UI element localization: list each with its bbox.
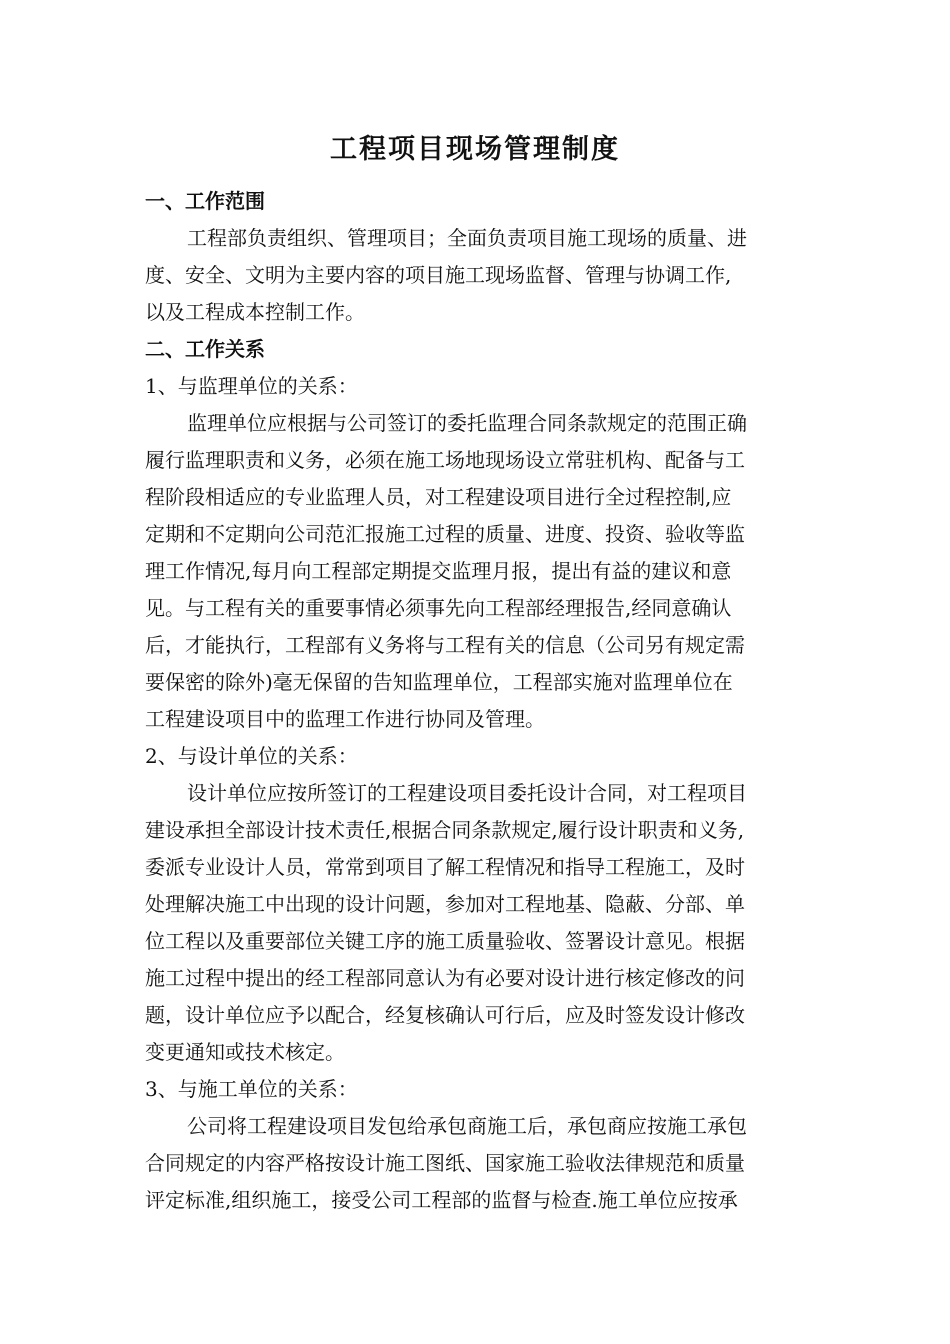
paragraph-line: 定期和不定期向公司范汇报施工过程的质量、进度、投资、验收等监 xyxy=(145,522,745,546)
subheading-construction: 3、与施工单位的关系： xyxy=(145,1077,358,1101)
paragraph-line: 工程建设项目中的监理工作进行协同及管理。 xyxy=(145,707,545,731)
paragraph-line: 设计单位应按所签订的工程建设项目委托设计合同，对工程项目 xyxy=(187,781,747,805)
section-heading-scope: 一、工作范围 xyxy=(145,189,265,213)
paragraph-line: 委派专业设计人员，常常到项目了解工程情况和指导工程施工，及时 xyxy=(145,855,745,879)
paragraph-scope xyxy=(145,220,810,331)
paragraph-line: 公司将工程建设项目发包给承包商施工后，承包商应按施工承包 xyxy=(187,1114,747,1138)
paragraph-line: 度、安全、文明为主要内容的项目施工现场监督、管理与协调工作, xyxy=(145,263,732,287)
section-heading-relations: 二、工作关系 xyxy=(145,337,265,361)
paragraph-line: 理工作情况,每月向工程部定期提交监理月报，提出有益的建议和意 xyxy=(145,559,732,583)
paragraph-line: 监理单位应根据与公司签订的委托监理合同条款规定的范围正确 xyxy=(187,411,747,435)
subheading-supervision: 1、与监理单位的关系： xyxy=(145,374,358,398)
paragraph-line: 要保密的除外)毫无保留的告知监理单位，工程部实施对监理单位在 xyxy=(145,670,733,694)
paragraph-design xyxy=(145,775,810,1071)
paragraph-line: 题，设计单位应予以配合，经复核确认可行后，应及时签发设计修改 xyxy=(145,1003,745,1027)
paragraph-line: 工程部负责组织、管理项目；全面负责项目施工现场的质量、进 xyxy=(187,226,747,250)
paragraph-line: 处理解决施工中出现的设计问题，参加对工程地基、隐蔽、分部、单 xyxy=(145,892,745,916)
document-body xyxy=(145,183,810,1219)
subheading-design: 2、与设计单位的关系： xyxy=(145,744,358,768)
paragraph-line: 后，才能执行，工程部有义务将与工程有关的信息（公司另有规定需 xyxy=(145,633,745,657)
paragraph-line: 评定标准,组织施工，接受公司工程部的监督与检查.施工单位应按承 xyxy=(145,1188,738,1212)
paragraph-line: 施工过程中提出的经工程部同意认为有必要对设计进行核定修改的问 xyxy=(145,966,745,990)
paragraph-line: 位工程以及重要部位关键工序的施工质量验收、签署设计意见。根据 xyxy=(145,929,745,953)
paragraph-line: 程阶段相适应的专业监理人员，对工程建设项目进行全过程控制,应 xyxy=(145,485,732,509)
paragraph-line: 合同规定的内容严格按设计施工图纸、国家施工验收法律规范和质量 xyxy=(145,1151,745,1175)
paragraph-line: 以及工程成本控制工作。 xyxy=(145,300,365,324)
paragraph-line: 履行监理职责和义务，必须在施工场地现场设立常驻机构、配备与工 xyxy=(145,448,745,472)
paragraph-line: 变更通知或技术核定。 xyxy=(145,1040,345,1064)
paragraph-line: 建设承担全部设计技术责任,根据合同条款规定,履行设计职责和义务, xyxy=(145,818,745,842)
paragraph-line: 见。与工程有关的重要事情必须事先向工程部经理报告,经同意确认 xyxy=(145,596,732,620)
paragraph-supervision xyxy=(145,405,810,738)
paragraph-construction xyxy=(145,1108,810,1219)
document-title: 工程项目现场管理制度 xyxy=(330,134,620,165)
